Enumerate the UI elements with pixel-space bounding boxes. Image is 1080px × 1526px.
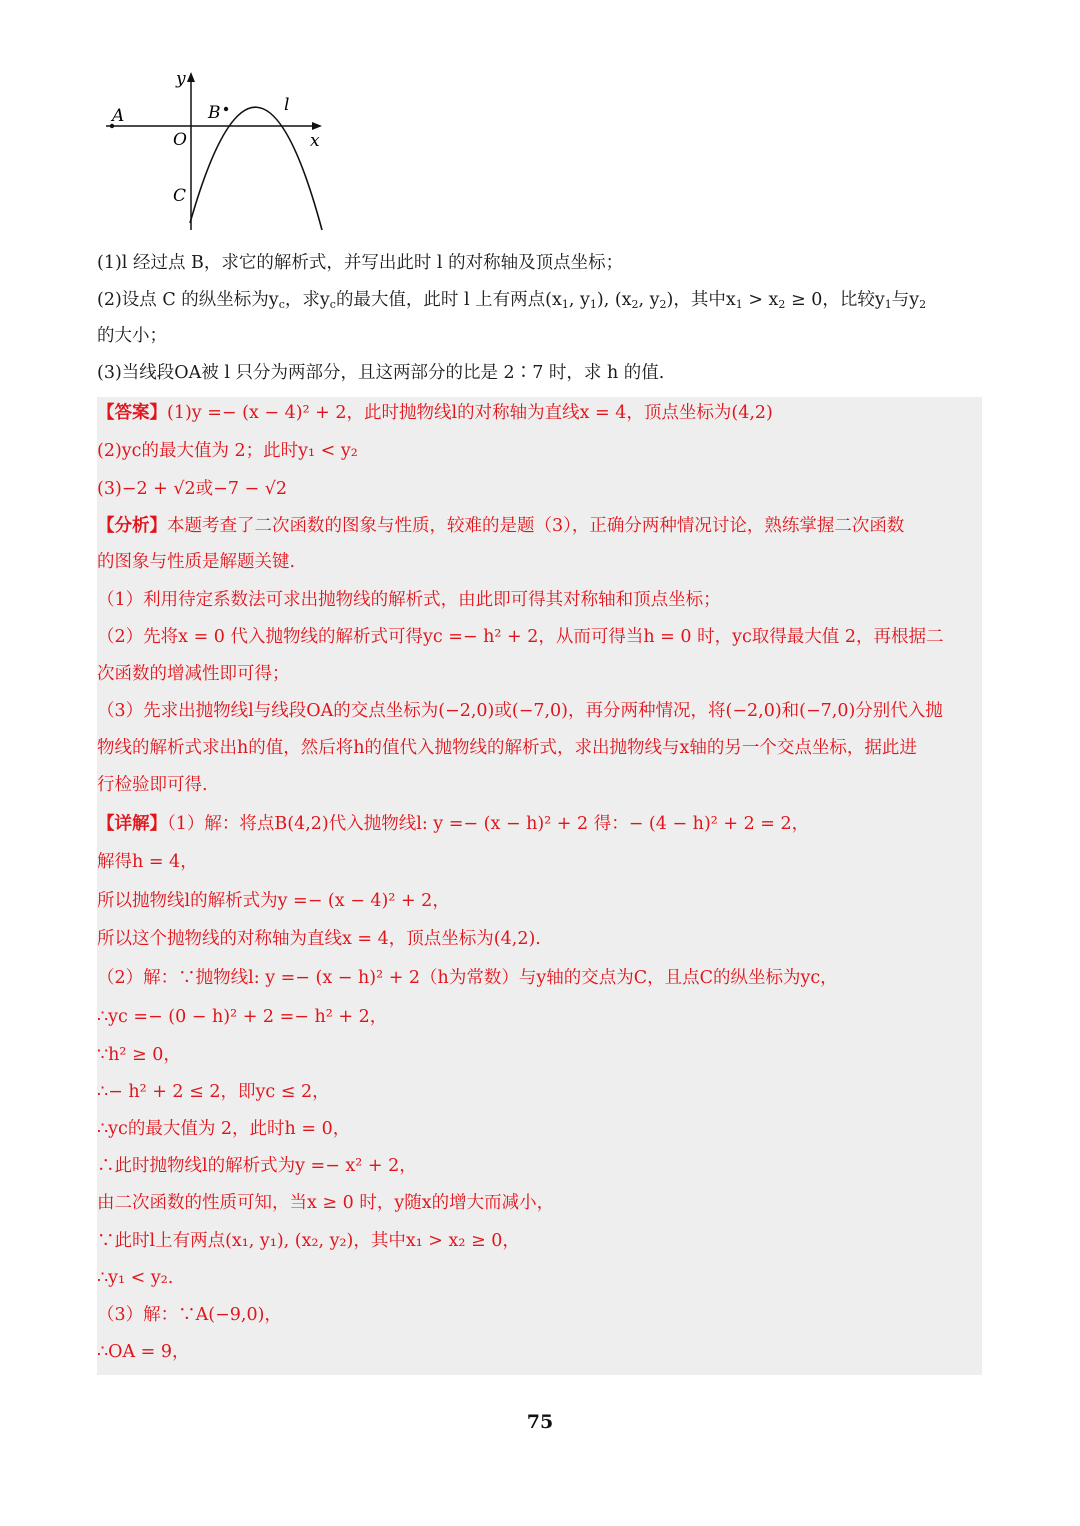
analysis-line-3: （1）利用待定系数法可求出抛物线的解析式，由此即可得其对称轴和顶点坐标； (97, 590, 721, 610)
analysis-line-6: （3）先求出抛物线l与线段OA的交点坐标为(−2,0)或(−7,0)，再分两种情况，将(−2,0)和(−7,0)分别代入抛 (97, 701, 943, 721)
question-1: (1)l 经过点 B，求它的解析式，并写出此时 l 的对称轴及顶点坐标； (97, 253, 624, 273)
detail-line-2: 解得h = 4， (97, 852, 198, 872)
analysis-line-2: 的图象与性质是解题关键. (97, 552, 296, 572)
label-y: y (176, 69, 186, 89)
detail-line-13: ∴y₁ < y₂. (97, 1268, 174, 1288)
y-axis-arrow (187, 72, 195, 82)
point-b-dot (224, 107, 228, 111)
question-2-line-2: 的大小； (97, 326, 167, 346)
label-l: l (284, 95, 290, 115)
detail-line-7: ∵h² ≥ 0， (97, 1045, 181, 1065)
detail-line-5: （2）解：∵抛物线l: y =− (x − h)² + 2（h为常数）与y轴的交点为C，且点C的纵坐标为yc， (97, 968, 838, 988)
detail-line-3: 所以抛物线l的解析式为y =− (x − 4)² + 2， (97, 891, 450, 911)
detail-line-12: ∵此时l上有两点(x₁, y₁), (x₂, y₂)，其中x₁ > x₂ ≥ 0， (97, 1231, 520, 1251)
answer-line-2: (2)yc的最大值为 2；此时y₁ < y₂ (97, 441, 358, 461)
analysis-line-5: 次函数的增减性即可得； (97, 664, 290, 684)
detail-line-6: ∴yc =− (0 − h)² + 2 =− h² + 2， (97, 1007, 388, 1027)
x-axis-arrow (312, 122, 322, 130)
detail-line-4: 所以这个抛物线的对称轴为直线x = 4，顶点坐标为(4,2). (97, 929, 541, 949)
answer-line-1: 【答案】(1)y =− (x − 4)² + 2，此时抛物线l的对称轴为直线x = 4，顶点坐标为(4,2) (97, 403, 773, 423)
label-b: B (208, 103, 221, 123)
label-o: O (173, 130, 187, 150)
page-number: 75 (526, 1411, 554, 1433)
detail-line-15: ∴OA = 9， (97, 1342, 190, 1362)
detail-line-8: ∴− h² + 2 ≤ 2，即yc ≤ 2， (97, 1082, 330, 1102)
answer-line-3: (3)−2 + √2或−7 − √2 (97, 479, 288, 499)
detail-line-10: ∴此时抛物线l的解析式为y =− x² + 2， (97, 1156, 417, 1176)
label-a: A (112, 106, 125, 126)
parabola-figure (100, 68, 340, 238)
analysis-line-7: 物线的解析式求出h的值，然后将h的值代入抛物线的解析式，求出抛物线与x轴的另一个交点坐标，据此进 (97, 738, 917, 758)
question-2-line-1: (2)设点 C 的纵坐标为$y_c$，求$y_c$的最大值，此时 l 上有两点($x_1$, $y_1$), ($x_2$, $y_2$)，其中$x_1 > x_2 \ge 0$，比较$y_1$与$y_2$ (97, 290, 927, 311)
analysis-line-4: （2）先将x = 0 代入抛物线的解析式可得yc =− h² + 2，从而可得当h = 0 时，yc取得最大值 2，再根据二 (97, 627, 944, 647)
detail-line-14: （3）解：∵A(−9,0)， (97, 1305, 282, 1325)
detail-line-9: ∴yc的最大值为 2，此时h = 0， (97, 1119, 351, 1139)
detail-line-11: 由二次函数的性质可知，当x ≥ 0 时，y随x的增大而减小， (97, 1193, 555, 1213)
label-x: x (310, 131, 320, 151)
analysis-line-1: 【分析】本题考查了二次函数的图象与性质，较难的是题（3），正确分两种情况讨论，熟练掌握二次函数 (97, 516, 905, 536)
question-3: (3)当线段OA被 l 只分为两部分，且这两部分的比是 2∶7 时，求 h 的值. (97, 363, 665, 383)
detail-line-1: 【详解】（1）解：将点B(4,2)代入抛物线l: y =− (x − h)² + 2 得：− (4 − h)² + 2 = 2， (97, 814, 810, 834)
analysis-line-8: 行检验即可得. (97, 775, 208, 795)
label-c: C (173, 186, 187, 206)
